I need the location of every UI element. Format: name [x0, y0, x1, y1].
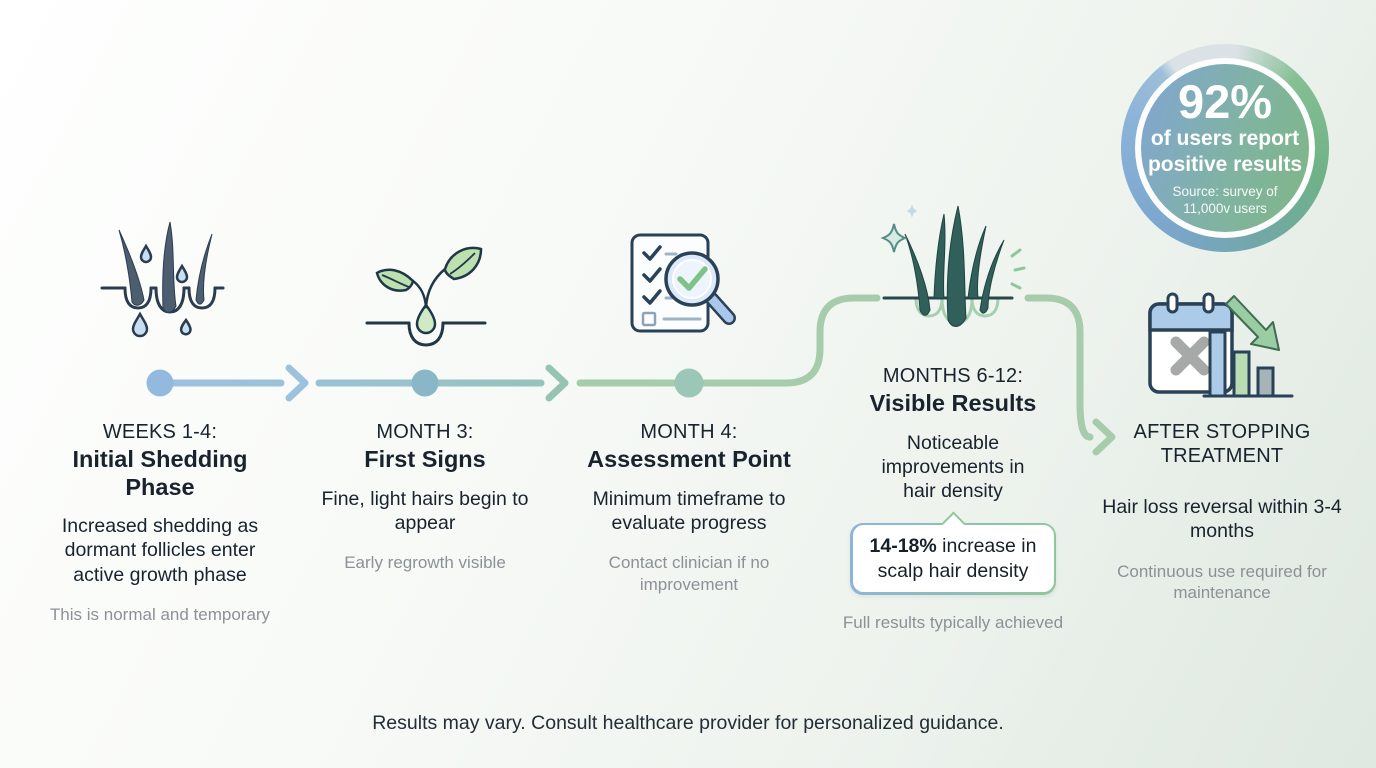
stage-body: Hair loss reversal within 3-4 months — [1102, 495, 1342, 543]
stage-label: MONTH 4: — [640, 421, 738, 443]
badge-content — [1141, 64, 1309, 232]
stage-visible-results — [830, 364, 1076, 633]
badge-line-2: positive results — [1147, 152, 1303, 176]
stage-label: MONTHS 6-12: — [882, 365, 1024, 387]
badge-source-line-1: Source: survey of — [1172, 183, 1278, 199]
stage-label: MONTH 3: — [376, 421, 474, 443]
stage-note: Contact clinician if no improvement — [608, 553, 770, 594]
stat-badge — [1121, 44, 1329, 252]
badge-percent: 92% — [1177, 75, 1273, 129]
density-callout — [850, 523, 1056, 595]
stage-after-stopping-treatment — [1090, 420, 1354, 603]
stage-first-signs — [310, 420, 540, 574]
stage-body: Increased shedding as dormant follicles enter active growth phase — [61, 514, 259, 586]
callout-highlight: 14-18% — [869, 535, 937, 558]
callout-rest: increase in scalp hair density — [877, 535, 1037, 582]
stage-note: Full results typically achieved — [842, 612, 1064, 632]
badge-line-1: of users report — [1150, 127, 1300, 151]
stage-body: Fine, light hairs begin to appear — [321, 487, 529, 535]
shedding-hair-follicles-icon — [100, 218, 225, 343]
stage-title: Initial Shedding Phase — [72, 446, 248, 500]
stage-initial-shedding — [45, 420, 275, 625]
disclaimer-text: Results may vary. Consult healthcare provider for personalized guidance. — [372, 712, 1004, 734]
sprout-seedling-icon — [365, 243, 487, 351]
stage-label: WEEKS 1-4: — [102, 421, 218, 443]
stage-title: Visible Results — [869, 390, 1037, 417]
milestone-dot-3 — [675, 369, 704, 398]
stage-title: First Signs — [364, 446, 486, 473]
stage-note: This is normal and temporary — [49, 605, 271, 625]
stage-title: Assessment Point — [587, 446, 791, 473]
stage-assessment-point — [564, 420, 814, 595]
stage-note: Early regrowth visible — [344, 553, 506, 573]
stage-note: Continuous use required for maintenance — [1117, 561, 1327, 602]
badge-source-line-2: 11,000v users — [1183, 201, 1267, 217]
stage-body: Minimum timeframe to evaluate progress — [592, 487, 786, 535]
milestone-dot-2 — [412, 370, 439, 397]
calendar-decline-chart-icon — [1146, 290, 1294, 402]
thick-hair-growth-icon — [878, 198, 1026, 338]
stage-label: AFTER STOPPING TREATMENT — [1133, 421, 1311, 468]
milestone-dot-1 — [147, 370, 174, 397]
stage-body: Noticeable improvements in hair density — [881, 431, 1025, 503]
checklist-magnifier-icon — [630, 231, 750, 336]
arrowhead-1 — [289, 368, 305, 398]
arrowhead-2 — [549, 368, 565, 398]
